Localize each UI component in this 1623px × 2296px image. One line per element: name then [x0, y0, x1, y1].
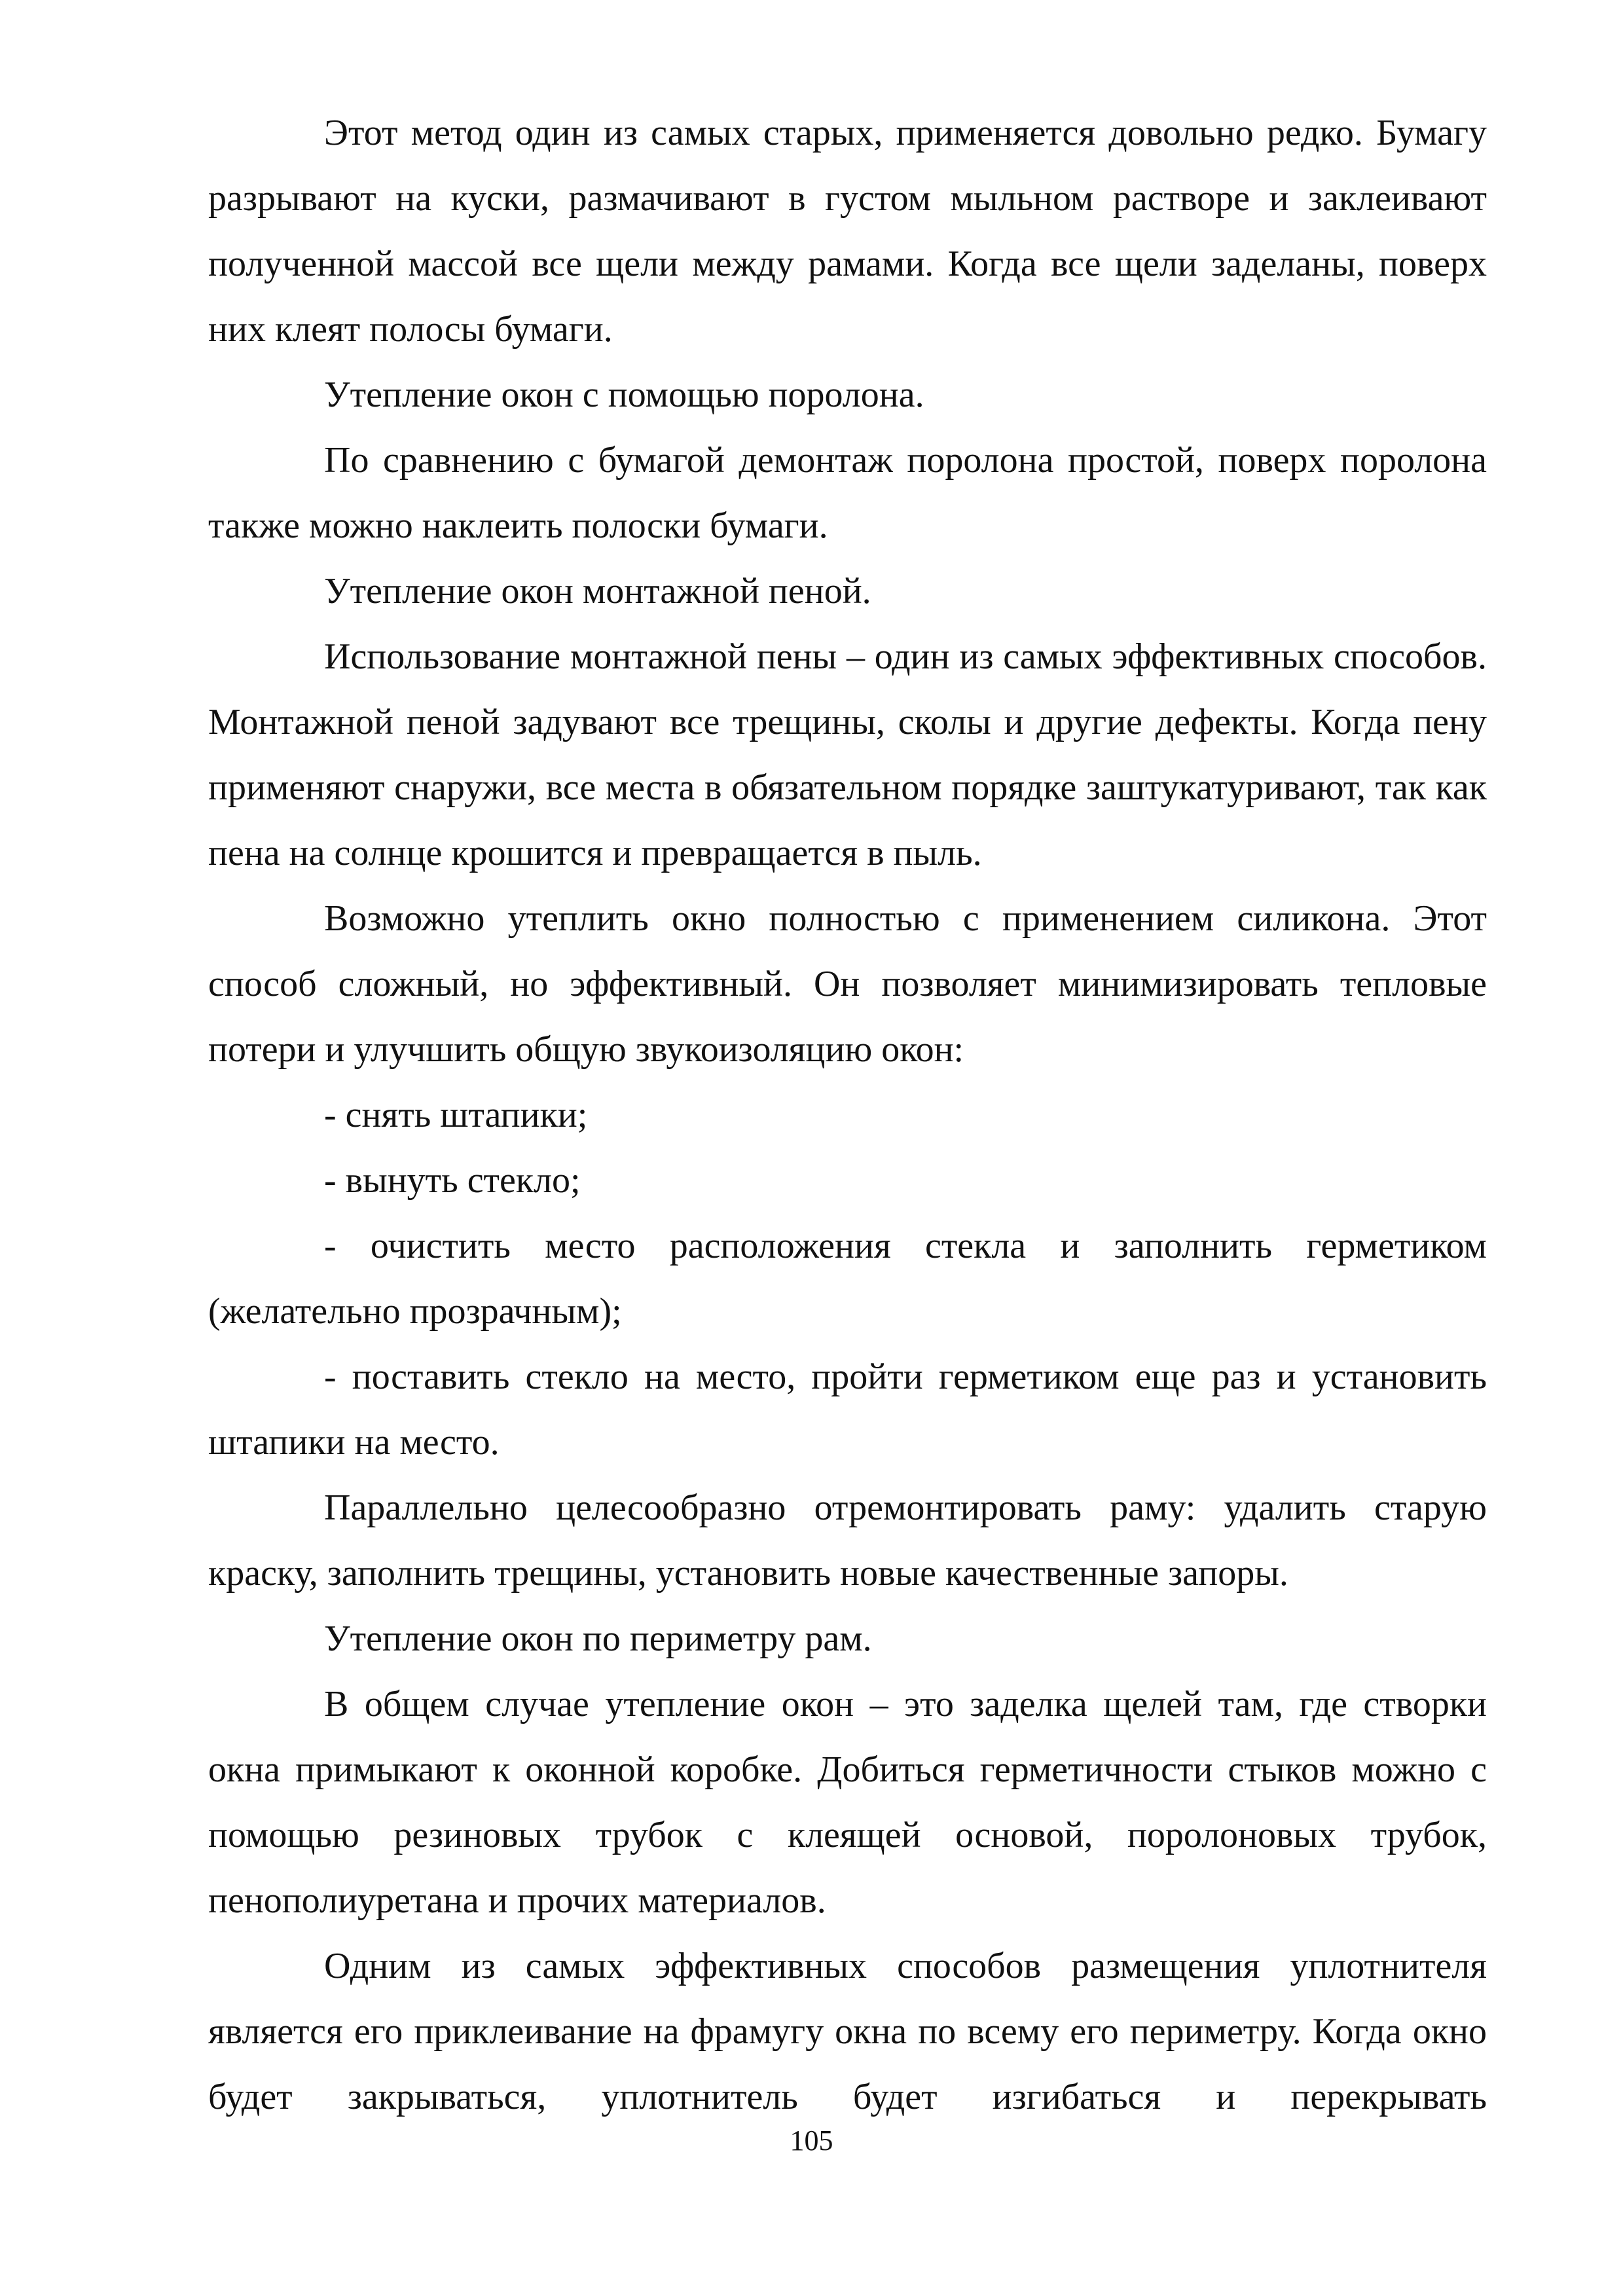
paragraph: Этот метод один из самых старых, применяется довольно редко. Бумагу разрывают на куски, размачивают в густом мыльном растворе и заклеивают полученной массой все щели между рамами. Когда все щели заделаны, поверх них клеят полосы бумаги. [208, 113, 1487, 350]
list-item: - очистить место расположения стекла и заполнить герметиком (желательно прозрачным); [208, 1226, 1487, 1332]
list-item: - вынуть стекло; [324, 1160, 581, 1201]
section-heading: Утепление окон монтажной пеной. [324, 571, 871, 611]
body-text [208, 100, 1487, 2130]
paragraph: Возможно утеплить окно полностью с применением силикона. Этот способ сложный, но эффективный. Он позволяет минимизировать тепловые потери и улучшить общую звукоизоляцию окон: [208, 898, 1487, 1070]
paragraph: Одним из самых эффективных способов размещения уплотнителя является его приклеивание на фрамугу окна по всему его периметру. Когда окно будет закрываться, уплотнитель будет изгибаться и перекрывать [208, 1946, 1487, 2117]
paragraph: По сравнению с бумагой демонтаж поролона простой, поверх поролона также можно наклеить полоски бумаги. [208, 440, 1487, 546]
page-number: 105 [790, 2124, 833, 2157]
paragraph: Параллельно целесообразно отремонтировать раму: удалить старую краску, заполнить трещины, установить новые качественные запоры. [208, 1487, 1487, 1594]
list-item: - поставить стекло на место, пройти герметиком еще раз и установить штапики на место. [208, 1357, 1487, 1463]
paragraph: В общем случае утепление окон – это заделка щелей там, где створки окна примыкают к оконной коробке. Добиться герметичности стыков можно с помощью резиновых трубок с клеящей основой, поролоновых трубок, пенополиуретана и прочих материалов. [208, 1684, 1487, 1921]
section-heading: Утепление окон с помощью поролона. [324, 374, 924, 415]
section-heading: Утепление окон по периметру рам. [324, 1618, 872, 1659]
paragraph: Использование монтажной пены – один из самых эффективных способов. Монтажной пеной задувают все трещины, сколы и другие дефекты. Когда пену применяют снаружи, все места в обязательном порядке заштукатуривают, так как пена на солнце крошится и превращается в пыль. [208, 636, 1487, 873]
list-item: - снять штапики; [324, 1095, 588, 1135]
